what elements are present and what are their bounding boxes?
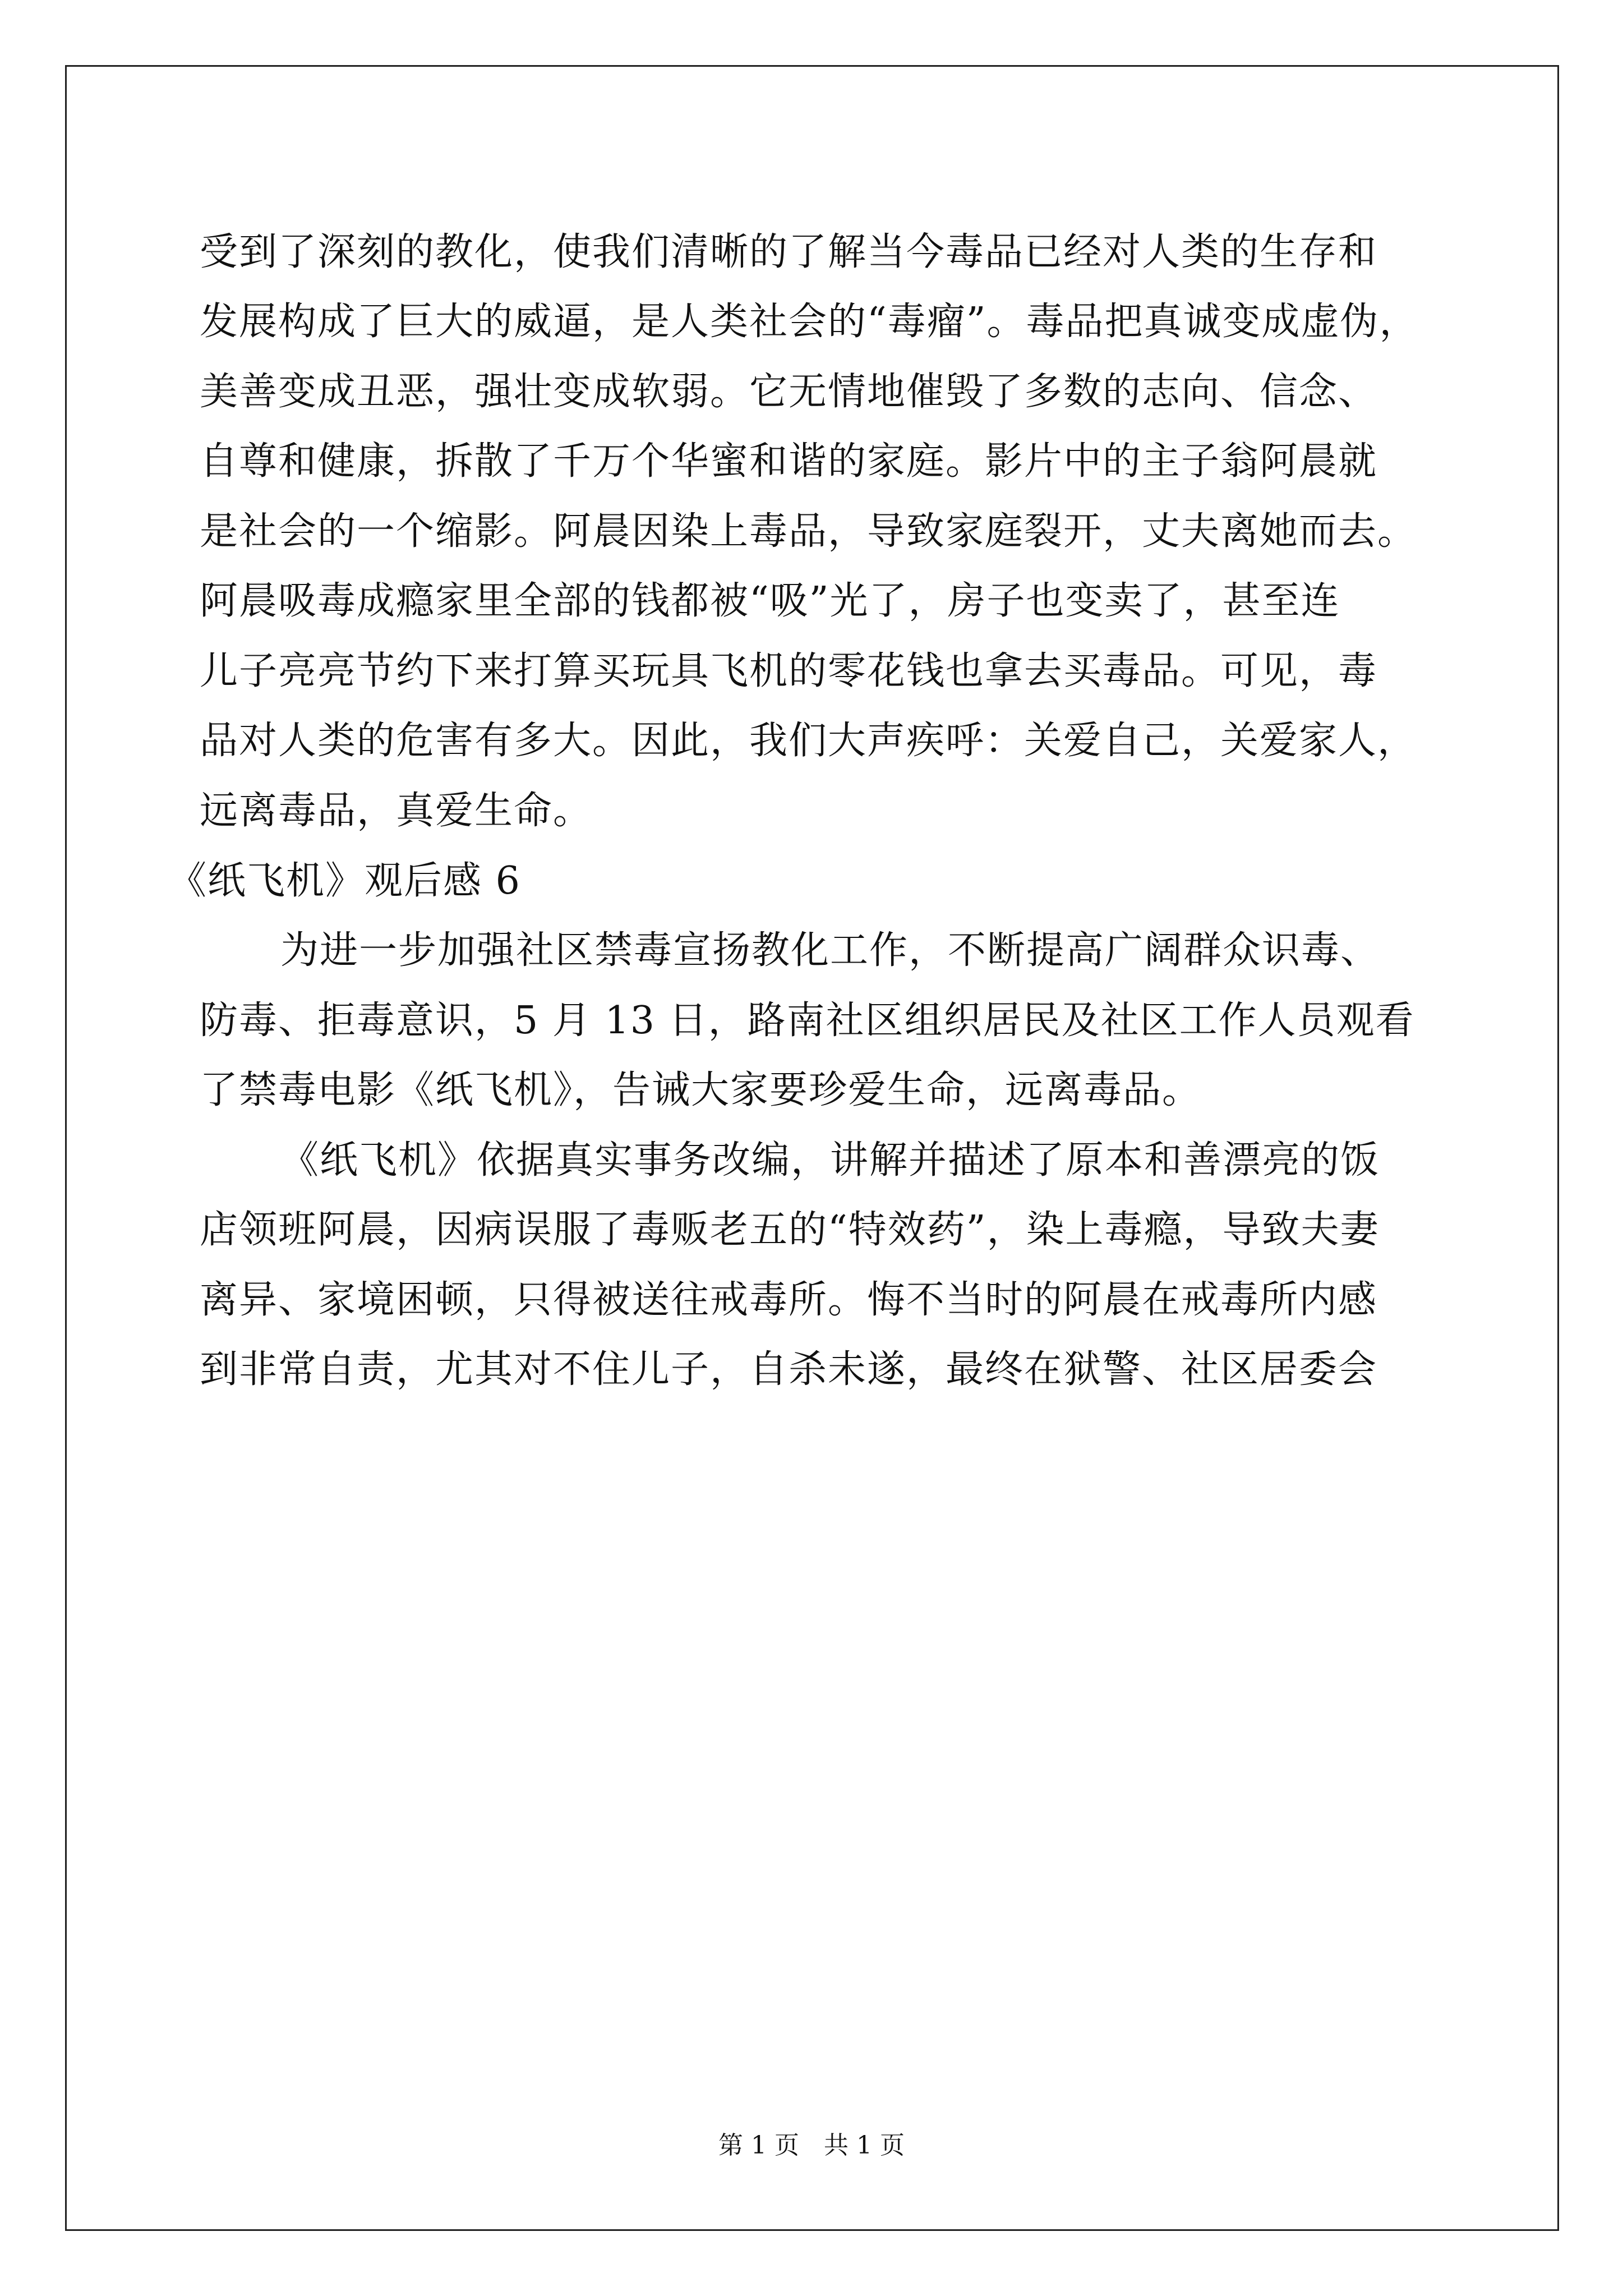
paragraph-line: 发展构成了巨大的威逼，是人类社会的“毒瘤”。毒品把真诚变成虚伪， [200,300,1419,344]
paragraph-line: 是社会的一个缩影。阿晨因染上毒品，导致家庭裂开，丈夫离她而去。 [200,509,1417,554]
paragraph-line: 美善变成丑恶，强壮变成软弱。它无情地催毁了多数的志向、信念、 [200,370,1378,414]
paragraph-line: 受到了深刻的教化，使我们清晰的了解当今毒品已经对人类的生存和 [200,230,1378,274]
paragraph-line: 儿子亮亮节约下来打算买玩具飞机的零花钱也拿去买毒品。可见，毒 [200,649,1378,693]
paragraph-line: 到非常自责，尤其对不住儿子，自杀未遂，最终在狱警、社区居委会 [200,1347,1378,1392]
paragraph-line: 为进一步加强社区禁毒宣扬教化工作，不断提高广阔群众识毒、 [280,928,1380,973]
section-title: 《纸飞机》观后感 6 [168,859,521,903]
page-footer: 第 1 页 共 1 页 [718,2131,905,2160]
paragraph-line: 离异、家境困顿，只得被送往戒毒所。悔不当时的阿晨在戒毒所内感 [200,1278,1378,1322]
paragraph-line: 品对人类的危害有多大。因此，我们大声疾呼：关爱自己，关爱家人， [200,719,1417,763]
paragraph-line: 店领班阿晨，因病误服了毒贩老五的“特效药”，染上毒瘾，导致夫妻 [200,1208,1380,1252]
paragraph-line: 《纸飞机》依据真实事务改编，讲解并描述了原本和善漂亮的饭 [280,1138,1380,1182]
paragraph-line: 自尊和健康，拆散了千万个华蜜和谐的家庭。影片中的主子翁阿晨就 [200,439,1378,484]
paragraph-line: 阿晨吸毒成瘾家里全部的钱都被“吸”光了，房子也变卖了，甚至连 [200,579,1340,623]
paragraph-line: 防毒、拒毒意识，5 月 13 日，路南社区组织居民及社区工作人员观看 [200,999,1415,1043]
paragraph-line: 了禁毒电影《纸飞机》，告诫大家要珍爱生命，远离毒品。 [200,1068,1202,1112]
paragraph-line: 远离毒品，真爱生命。 [200,789,593,833]
